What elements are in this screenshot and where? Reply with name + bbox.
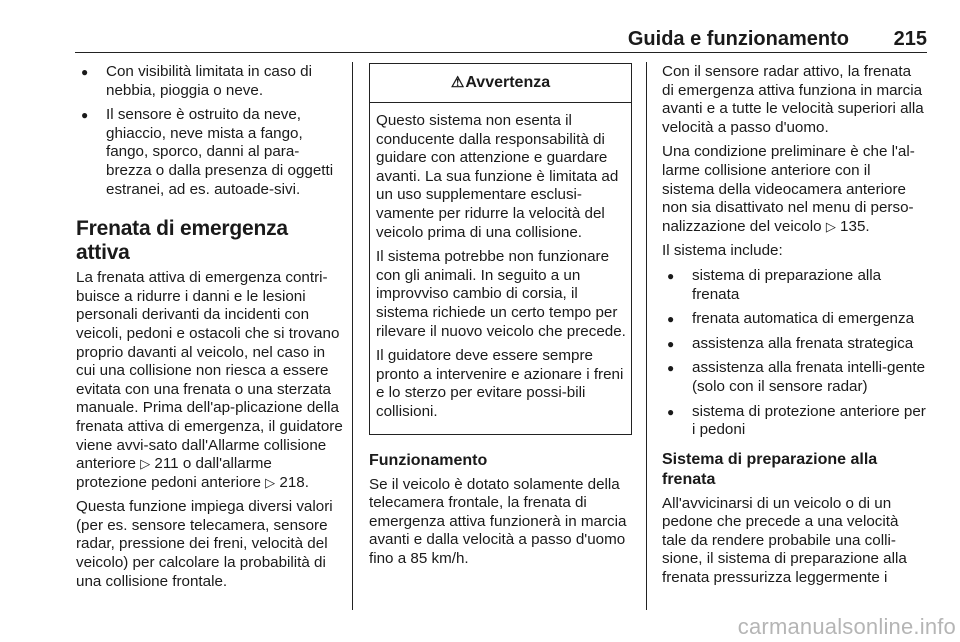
page-number: 215 [893,28,927,50]
reference-arrow-icon: ▷ [140,456,151,472]
paragraph: La frenata attiva di emergenza contri-buisce a ridurre i danni e le lesioni personali derivanti da incidenti con veicoli, pedoni e ostacoli che si trovano proprio davanti al veicolo, nel caso in cui una collisione non riesca a essere evitata con una frenata o una sterzata manuale. Prima dell'ap-plicazione della frenata attiva di emergenza, il guidatore viene avvi-sato dall'Allarme collisione anteriore ▷ 211 o dall'allarme protezione pedoni anteriore ▷ 218. [76,269,343,491]
list-item: ● Con visibilità limitata in caso di nebbia, pioggia o neve. [76,63,344,100]
column-3 [662,63,926,594]
column-divider [352,62,353,610]
page-header [75,26,927,53]
paragraph: Il sistema include: [662,242,783,260]
list-item: ● assistenza alla frenata intelli-gente (solo con il sensore radar) [662,359,926,396]
subsection-heading: Sistema di preparazione alla frenata [662,450,878,488]
list-item: ● Il sensore è ostruito da neve, ghiaccio, neve mista a fango, fango, sporco, danni al para-brezza o dalla presenza di oggetti estranei, ad es. autoade-sivi. [76,106,344,199]
paragraph: All'avvicinarsi di un veicolo o di un pedone che precede a una velocità tale da rendere probabile una colli-sione, il sistema di preparazione alla frenata pressurizza leggermente i [662,494,907,587]
paragraph: Il guidatore deve essere sempre pronto a intervenire e azionare i freni e lo sterzo per evitare possi-bili collisioni. [376,347,624,420]
column-2 [369,63,632,574]
column-divider [646,62,647,610]
condition-list [76,63,344,199]
column-1 [76,63,344,597]
warning-icon: ⚠ [450,73,465,91]
list-item: ● sistema di protezione anteriore per i pedoni [662,403,926,440]
system-components-list [662,267,926,440]
warning-body [370,103,631,434]
paragraph: Questa funzione impiega diversi valori (per es. sensore telecamera, sensore radar, pressione dei freni, velocità del veicolo) per calcolare la probabilità di una collisione frontale. [76,498,333,590]
paragraph: Una condizione preliminare è che l'al-larme collisione anteriore con il sistema della videocamera anteriore non sia disattivato nel menu di perso-nalizzazione del veicolo ▷ 135. [662,143,915,235]
warning-box [369,63,632,435]
section-heading: Frenata di emergenza attiva [76,217,288,265]
paragraph: Questo sistema non esenta il conducente dalla responsabilità di guidare con attenzione e guardare avanti. La sua funzione è limitata ad un uso supplementare esclusi-vamente per ridurre la velocità del veicolo prima di una collisione. [376,112,619,241]
reference-arrow-icon: ▷ [825,218,836,234]
list-item: ● assistenza alla frenata strategica [662,335,926,354]
list-item: ● frenata automatica di emergenza [662,310,926,329]
page-reference-link[interactable]: 218 [279,473,305,491]
page-reference-link[interactable]: 135 [840,217,866,235]
watermark: carmanualsonline.info [737,614,956,639]
reference-arrow-icon: ▷ [265,474,276,490]
paragraph: Il sistema potrebbe non funzionare con gli animali. In seguito a un improvviso cambio di corsia, il sistema richiede un certo tempo per rilevare il nuovo veicolo che precede. [376,248,626,340]
page-reference-link[interactable]: 211 [154,455,179,473]
list-item: ● sistema di preparazione alla frenata [662,267,926,304]
warning-title: Avvertenza [465,73,551,91]
section-title: Guida e funzionamento [627,28,849,50]
subsection-heading: Funzionamento [369,451,488,469]
paragraph: Con il sensore radar attivo, la frenata di emergenza attiva funziona in marcia avanti e a tutte le velocità superiori alla velocità a passo d'uomo. [662,63,924,136]
warning-header [370,64,631,103]
paragraph: Se il veicolo è dotato solamente della telecamera frontale, la frenata di emergenza attiva funzionerà in marcia avanti e dalla velocità a passo d'uomo fino a 85 km/h. [369,475,627,567]
